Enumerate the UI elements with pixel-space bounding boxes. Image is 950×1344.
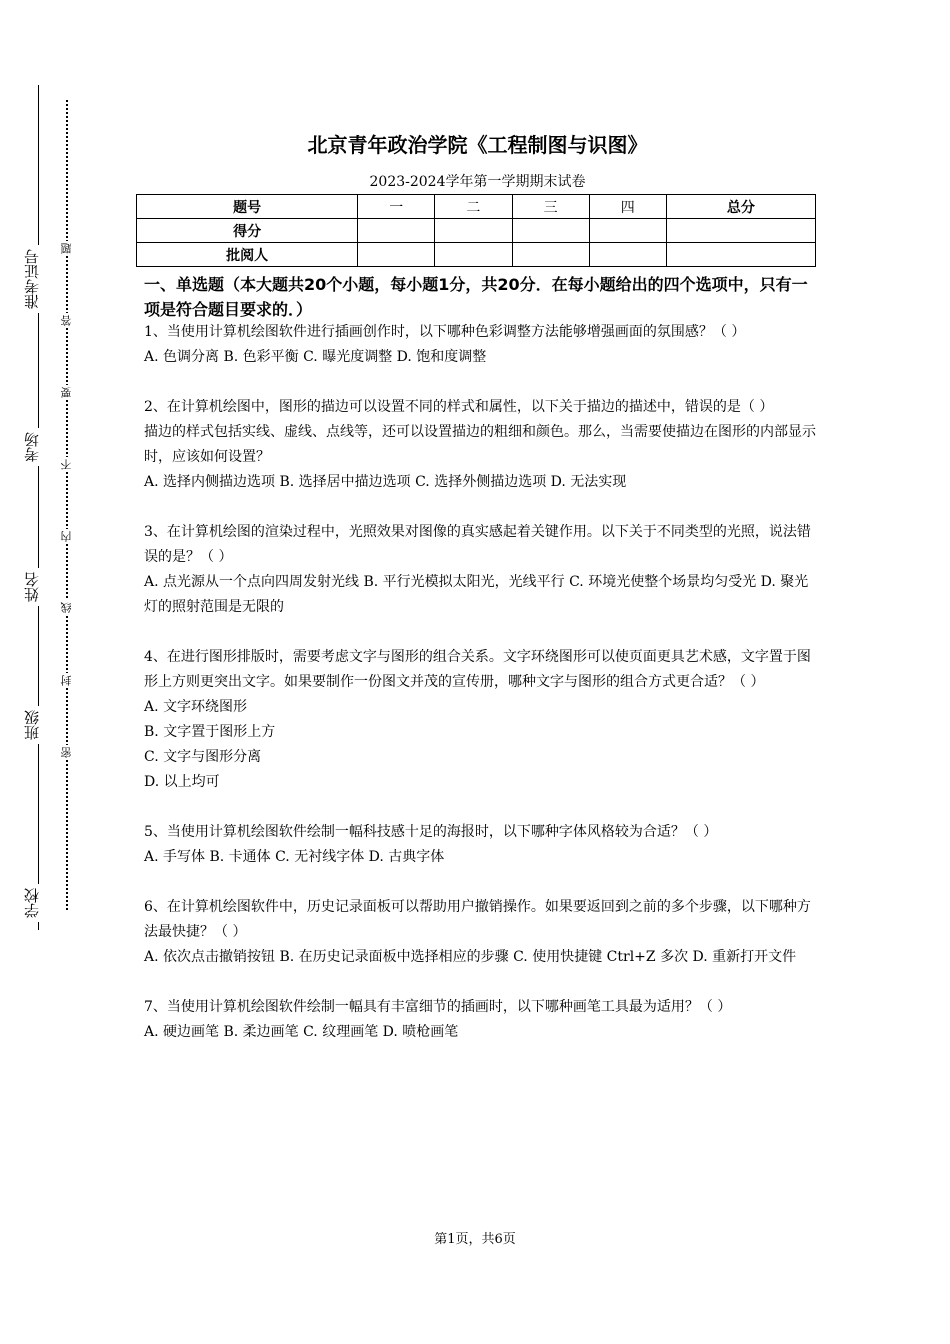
question-5 [144,820,819,870]
question-text: 1、当使用计算机绘图软件进行插画创作时，以下哪种色彩调整方法能够增强画面的氛围感？（ ） [144,324,746,340]
score-col-total: 总分 [666,195,815,219]
field-label-exam-room: 考场 [20,428,44,466]
field-label-school: 学校 [20,884,44,922]
question-4 [144,645,819,795]
seal-dotted-line [66,100,68,910]
reviewer-cell [666,243,815,267]
seal-char: 密 [58,745,76,760]
question-list [144,320,819,1070]
score-row-label: 得分 [137,219,358,243]
question-text: 2、在计算机绘图中，图形的描边可以设置不同的样式和属性，以下关于描边的描述中，错误的是（ ） [144,399,774,415]
question-options: A. 选择内侧描边选项 B. 选择居中描边选项 C. 选择外侧描边选项 D. 无法实现 [144,474,627,490]
question-2 [144,395,819,495]
question-options: A. 文字环绕图形 [144,699,248,715]
score-cell [589,219,666,243]
page-number: 第1页，共6页 [434,1232,516,1247]
exam-subtitle: 2023-2024学年第一学期期末试卷 [369,174,586,190]
question-options: A. 依次点击撤销按钮 B. 在历史记录面板中选择相应的步骤 C. 使用快捷键 Ctrl+Z 多次 D. 重新打开文件 [144,949,797,965]
score-col-part-1: 一 [358,195,435,219]
question-text: 描边的样式包括实线、虚线、点线等，还可以设置描边的粗细和颜色。那么，当需要使描边在图形的内部显示时，应该如何设置？ [144,424,816,465]
seal-char: 线 [58,600,76,615]
score-col-part-2: 二 [435,195,512,219]
reviewer-cell [358,243,435,267]
score-table [136,194,816,267]
question-options: A. 硬边画笔 B. 柔边画笔 C. 纹理画笔 D. 喷枪画笔 [144,1024,459,1040]
seal-char: 答 [58,313,76,328]
reviewer-row-label: 批阅人 [137,243,358,267]
seal-char: 要 [58,385,76,400]
question-text: 3、在计算机绘图的渲染过程中，光照效果对图像的真实感起着关键作用。以下关于不同类型的光照，说法错误的是？（ ） [144,524,811,565]
seal-char: 题 [58,241,76,256]
score-table-reviewer-row [137,243,816,267]
question-3 [144,520,819,620]
score-cell [512,219,589,243]
question-options: A. 色调分离 B. 色彩平衡 C. 曝光度调整 D. 饱和度调整 [144,349,487,365]
question-text: 7、当使用计算机绘图软件绘制一幅具有丰富细节的插画时，以下哪种画笔工具最为适用？（ ） [144,999,732,1015]
score-col-part-4: 四 [589,195,666,219]
section-heading: 一、单选题（本大题共20个小题，每小题1分，共20分．在每小题给出的四个选项中，只有一项是符合题目要求的．） [144,275,808,319]
question-text: 5、当使用计算机绘图软件绘制一幅科技感十足的海报时，以下哪种字体风格较为合适？（ ） [144,824,718,840]
score-cell [435,219,512,243]
reviewer-cell [512,243,589,267]
question-1 [144,320,819,370]
field-label-class: 班级 [20,706,44,744]
seal-char: 不 [58,457,76,472]
question-text: 6、在计算机绘图软件中，历史记录面板可以帮助用户撤销操作。如果要返回到之前的多个步骤，以下哪种方法最快捷？（ ） [144,899,811,940]
seal-char: 内 [58,529,76,544]
question-options: D. 以上均可 [144,774,220,790]
field-label-name: 姓名 [20,568,44,606]
question-7 [144,995,819,1045]
binding-margin [0,0,90,1344]
score-col-part-3: 三 [512,195,589,219]
score-col-question-no: 题号 [137,195,358,219]
question-text: 4、在进行图形排版时，需要考虑文字与图形的组合关系。文字环绕图形可以使页面更具艺术感，文字置于图形上方则更突出文字。如果要制作一份图文并茂的宣传册，哪种文字与图形的组合方式更合适？（ ） [144,649,811,690]
question-options: A. 手写体 B. 卡通体 C. 无衬线字体 D. 古典字体 [144,849,445,865]
exam-title: 北京青年政治学院《工程制图与识图》 [307,133,648,157]
field-label-exam-number: 准考证号 [20,245,44,313]
reviewer-cell [435,243,512,267]
seal-char: 封 [58,673,76,688]
binding-solid-line [38,85,39,930]
reviewer-cell [589,243,666,267]
question-options: A. 点光源从一个点向四周发射光线 B. 平行光模拟太阳光，光线平行 C. 环境光使整个场景均匀受光 D. 聚光灯的照射范围是无限的 [144,574,809,615]
score-cell [666,219,815,243]
score-table-header-row [137,195,816,219]
score-table-score-row [137,219,816,243]
question-options: B. 文字置于图形上方 [144,724,276,740]
question-options: C. 文字与图形分离 [144,749,262,765]
question-6 [144,895,819,970]
score-cell [358,219,435,243]
